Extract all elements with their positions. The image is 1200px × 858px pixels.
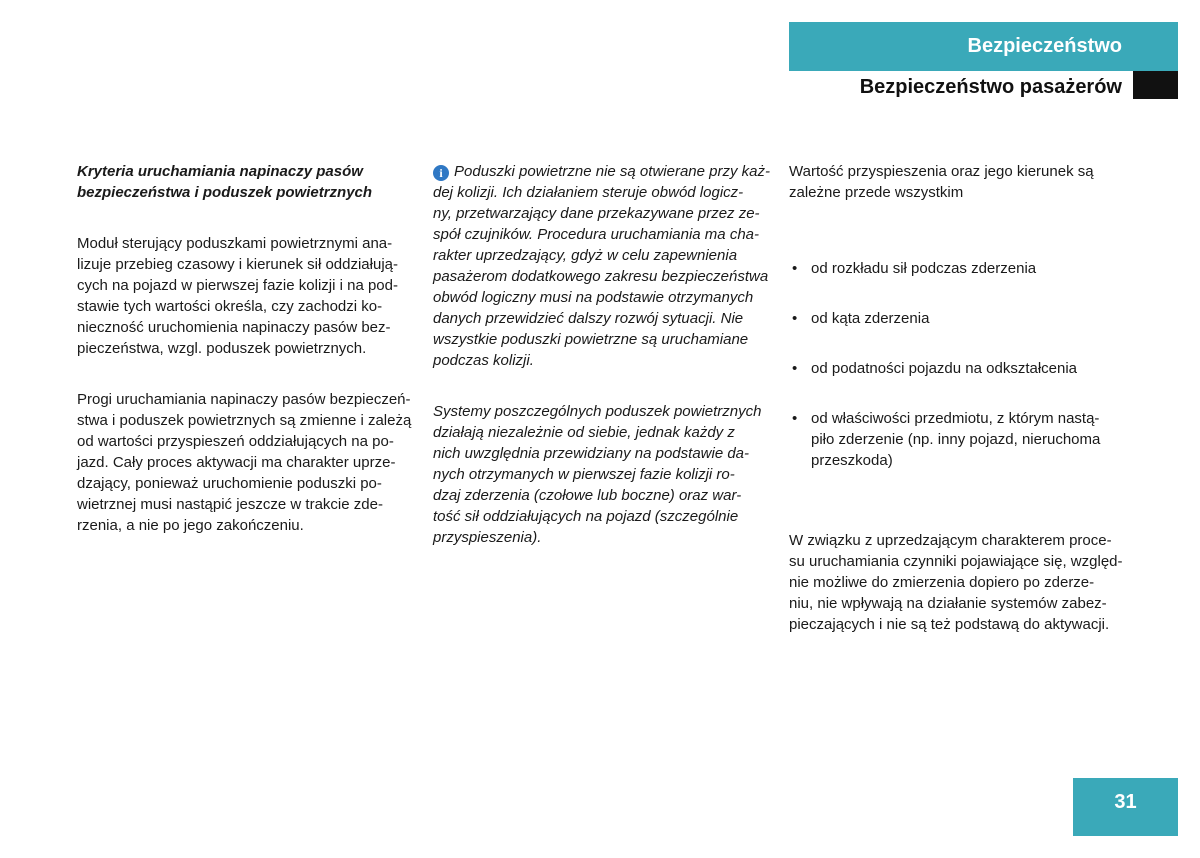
subsection-title: Bezpieczeństwo pasażerów xyxy=(859,76,1122,98)
column-3 xyxy=(789,140,1129,665)
paragraph-anticipatory-character: W związku z uprzedzającym charakterem proce- su uruchamiania czynniki pojawiające się, względ- nie możliwe do zmierzenia dopiero po zderze- niu, nie wpływają na działanie systemów zabez- pieczających i nie są też podstawą do aktywacji. xyxy=(789,532,1123,633)
factors-list xyxy=(789,237,1129,500)
paragraph-airbag-systems: Systemy poszczególnych poduszek powietrznych działają niezależnie od siebie, jednak każdy z nich uwzględnia przewidziany na podstawie da- nych otrzymanych w pierwszej fazie kolizji ro- dzaj zderzenia (czołowe lub boczne) oraz war- tość sił oddziałujących na pojazd (szczególnie przyspieszenia). xyxy=(433,403,762,546)
list-item: • od rozkładu sił podczas zderzenia xyxy=(789,258,1129,279)
info-icon: i xyxy=(433,165,449,181)
list-item: • od kąta zderzenia xyxy=(789,308,1129,329)
section-title: Bezpieczeństwo xyxy=(967,35,1122,57)
list-item: • od właściwości przedmiotu, z którym nastą- piło zderzenie (np. inny pojazd, nieruchoma przeszkoda) xyxy=(789,408,1129,471)
page-number: 31 xyxy=(1114,790,1137,813)
criteria-heading: Kryteria uruchamiania napinaczy pasów bezpieczeństwa i poduszek powietrznych xyxy=(77,163,373,201)
acceleration-intro: Wartość przyspieszenia oraz jego kierunek są zależne przede wszystkim xyxy=(789,163,1094,201)
subsection-marker-block xyxy=(1133,71,1178,99)
column-1 xyxy=(77,140,412,566)
info-note xyxy=(433,161,773,371)
info-note-text: Poduszki powietrzne nie są otwierane przy każ- dej kolizji. Ich działaniem steruje obwód logicz- ny, przetwarzający dane przekazywane przez ze- spół czujników. Procedura uruchamiania ma cha- rakter uprzedzający, gdyż w celu zapewnienia pasażerom dodatkowego zakresu bezpieczeństwa obwód logiczny musi na podstawie otrzymanych danych przewidzieć dalszy rozwój sytuacji. Nie wszystkie poduszki powietrzne są uruchamiane podczas kolizji. xyxy=(433,163,770,369)
paragraph-activation-thresholds: Progi uruchamiania napinaczy pasów bezpieczeń- stwa i poduszek powietrznych są zmienne i zależą od wartości przyspieszeń oddziałujących na po- jazd. Cały proces aktywacji ma charakter uprze- dzający, ponieważ uruchomienie poduszki po- wietrznej musi nastąpić jeszcze w trakcie zde- rzenia, a nie po jego zakończeniu. xyxy=(77,391,412,534)
section-tab xyxy=(789,22,1178,71)
page-number-tab xyxy=(1073,778,1178,836)
column-2 xyxy=(433,140,773,578)
paragraph-control-module: Moduł sterujący poduszkami powietrznymi ana- lizuje przebieg czasowy i kierunek sił oddziałują- cych na pojazd w pierwszej fazie kolizji i na pod- stawie tych wartości określa, czy zachodzi ko- nieczność uruchomienia napinaczy pasów bez- pieczeństwa, wzgl. poduszek powietrznych. xyxy=(77,235,398,357)
list-item: • od podatności pojazdu na odkształcenia xyxy=(789,358,1129,379)
